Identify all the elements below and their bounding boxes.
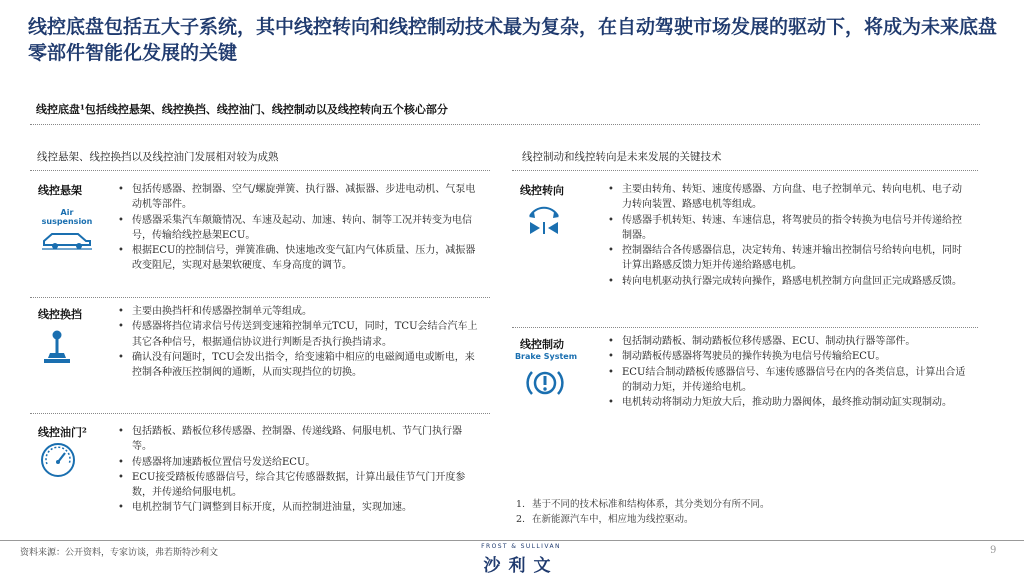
bullet-list bbox=[118, 182, 478, 274]
section-steering bbox=[512, 176, 978, 324]
section-suspension bbox=[30, 176, 490, 296]
subheading: 线控底盘¹包括线控悬架、线控换挡、线控油门、线控制动以及线控转向五个核心部分 bbox=[36, 103, 448, 116]
section-label: 线控悬架 bbox=[38, 184, 82, 197]
list-item: • 包括传感器、控制器、空气/螺旋弹簧、执行器、减振器、步进电动机、气泵电动机等部件。 bbox=[118, 182, 478, 213]
gear-shifter-icon bbox=[42, 330, 72, 368]
list-item: • ECU结合制动踏板传感器信号、车速传感器信号在内的各类信息，计算出合适的制动力矩，并传递给电机。 bbox=[608, 365, 968, 396]
bullet-list bbox=[608, 182, 968, 289]
list-item: • 主要由转角、转矩、速度传感器、方向盘、电子控制单元、转向电机、电子动力转向装置、路感电机等组成。 bbox=[608, 182, 968, 213]
list-item: • 传感器将挡位请求信号传送到变速箱控制单元TCU，同时，TCU会结合汽车上其它各种信号，根据通信协议进行判断是否执行换挡请求。 bbox=[118, 319, 478, 350]
list-item: • 包括踏板、踏板位移传感器、控制器、传递线路、伺服电机、节气门执行器等。 bbox=[118, 424, 478, 455]
list-item: • 传感器采集汽车颠簸情况、车速及起动、加速、转向、制等工况并转变为电信号，传输给线控悬架ECU。 bbox=[118, 213, 478, 244]
footnote: 2. 在新能源汽车中，相应地为线控驱动。 bbox=[516, 514, 694, 525]
list-item: • 电机转动将制动力矩放大后，推动助力器阀体，最终推动制动缸实现制动。 bbox=[608, 395, 968, 410]
list-item: • 控制器结合各传感器信息，决定转角、转速并输出控制信号给转向电机，同时计算出路感反馈力矩并传递给路感电机。 bbox=[608, 243, 968, 274]
footer-divider bbox=[0, 540, 1024, 541]
brake-system-icon bbox=[526, 366, 564, 404]
divider bbox=[30, 170, 490, 171]
footnotes bbox=[516, 497, 770, 527]
logo-english: FROST & SULLIVAN bbox=[481, 543, 561, 550]
list-item: • 传感器手机转矩、转速、车速信息，将驾驶员的指令转换为电信号并传递给控制器。 bbox=[608, 213, 968, 244]
left-column-heading: 线控悬架、线控换挡以及线控油门发展相对较为成熟 bbox=[37, 151, 279, 163]
right-column-heading: 线控制动和线控转向是未来发展的关键技术 bbox=[522, 151, 722, 163]
divider bbox=[512, 327, 978, 328]
steering-arrows-icon bbox=[524, 202, 564, 246]
list-item: • 传感器将加速踏板位置信号发送给ECU。 bbox=[118, 455, 478, 470]
list-item: • 主要由换挡杆和传感器控制单元等组成。 bbox=[118, 304, 478, 319]
list-item: • 转向电机驱动执行器完成转向操作，路感电机控制方向盘回正完成路感反馈。 bbox=[608, 274, 968, 289]
list-item: • 确认没有问题时，TCU会发出指令，给变速箱中相应的电磁阀通电或断电，来控制各种液压控制阀的通断，从而实现挡位的切换。 bbox=[118, 350, 478, 381]
bullet-list bbox=[608, 334, 968, 410]
footnote: 1. 基于不同的技术标准和结构体系，其分类划分有所不同。 bbox=[516, 499, 770, 510]
page-number: 9 bbox=[990, 545, 997, 556]
list-item: • ECU接受踏板传感器信号，综合其它传感器数据，计算出最佳节气门开度参数，并传递给伺服电机。 bbox=[118, 470, 478, 501]
section-label: 线控制动 bbox=[520, 338, 564, 351]
logo-chinese: 沙利文 bbox=[483, 556, 559, 576]
icon-caption: Brake System bbox=[514, 352, 578, 361]
list-item: • 制动踏板传感器将驾驶员的操作转换为电信号传输给ECU。 bbox=[608, 349, 968, 364]
divider bbox=[30, 297, 490, 298]
section-label: 线控换挡 bbox=[38, 308, 82, 321]
section-braking bbox=[512, 330, 978, 460]
car-suspension-icon bbox=[40, 228, 94, 254]
section-throttle bbox=[30, 418, 490, 538]
bullet-list bbox=[118, 424, 478, 516]
bullet-list bbox=[118, 304, 478, 380]
source-note: 资料来源：公开资料，专家访谈，弗若斯特沙利文 bbox=[20, 548, 219, 558]
list-item: • 根据ECU的控制信号，弹簧准确、快速地改变气缸内气体质量、压力，减振器改变阻尼，实现对悬架软硬度、车身高度的调节。 bbox=[118, 243, 478, 274]
list-item: • 包括制动踏板、制动踏板位移传感器、ECU、制动执行器等部件。 bbox=[608, 334, 968, 349]
section-label: 线控转向 bbox=[520, 184, 564, 197]
icon-caption: Air suspension bbox=[41, 208, 93, 226]
page-title: 线控底盘包括五大子系统，其中线控转向和线控制动技术最为复杂，在自动驾驶市场发展的驱动下，将成为未来底盘零部件智能化发展的关键 bbox=[28, 16, 998, 64]
section-label: 线控油门² bbox=[38, 426, 87, 439]
divider bbox=[30, 413, 490, 414]
section-shift bbox=[30, 300, 490, 412]
divider bbox=[30, 124, 980, 125]
list-item: • 电机控制节气门调整到目标开度，从而控制进油量，实现加速。 bbox=[118, 500, 478, 515]
speedometer-icon bbox=[40, 442, 76, 482]
divider bbox=[512, 170, 978, 171]
